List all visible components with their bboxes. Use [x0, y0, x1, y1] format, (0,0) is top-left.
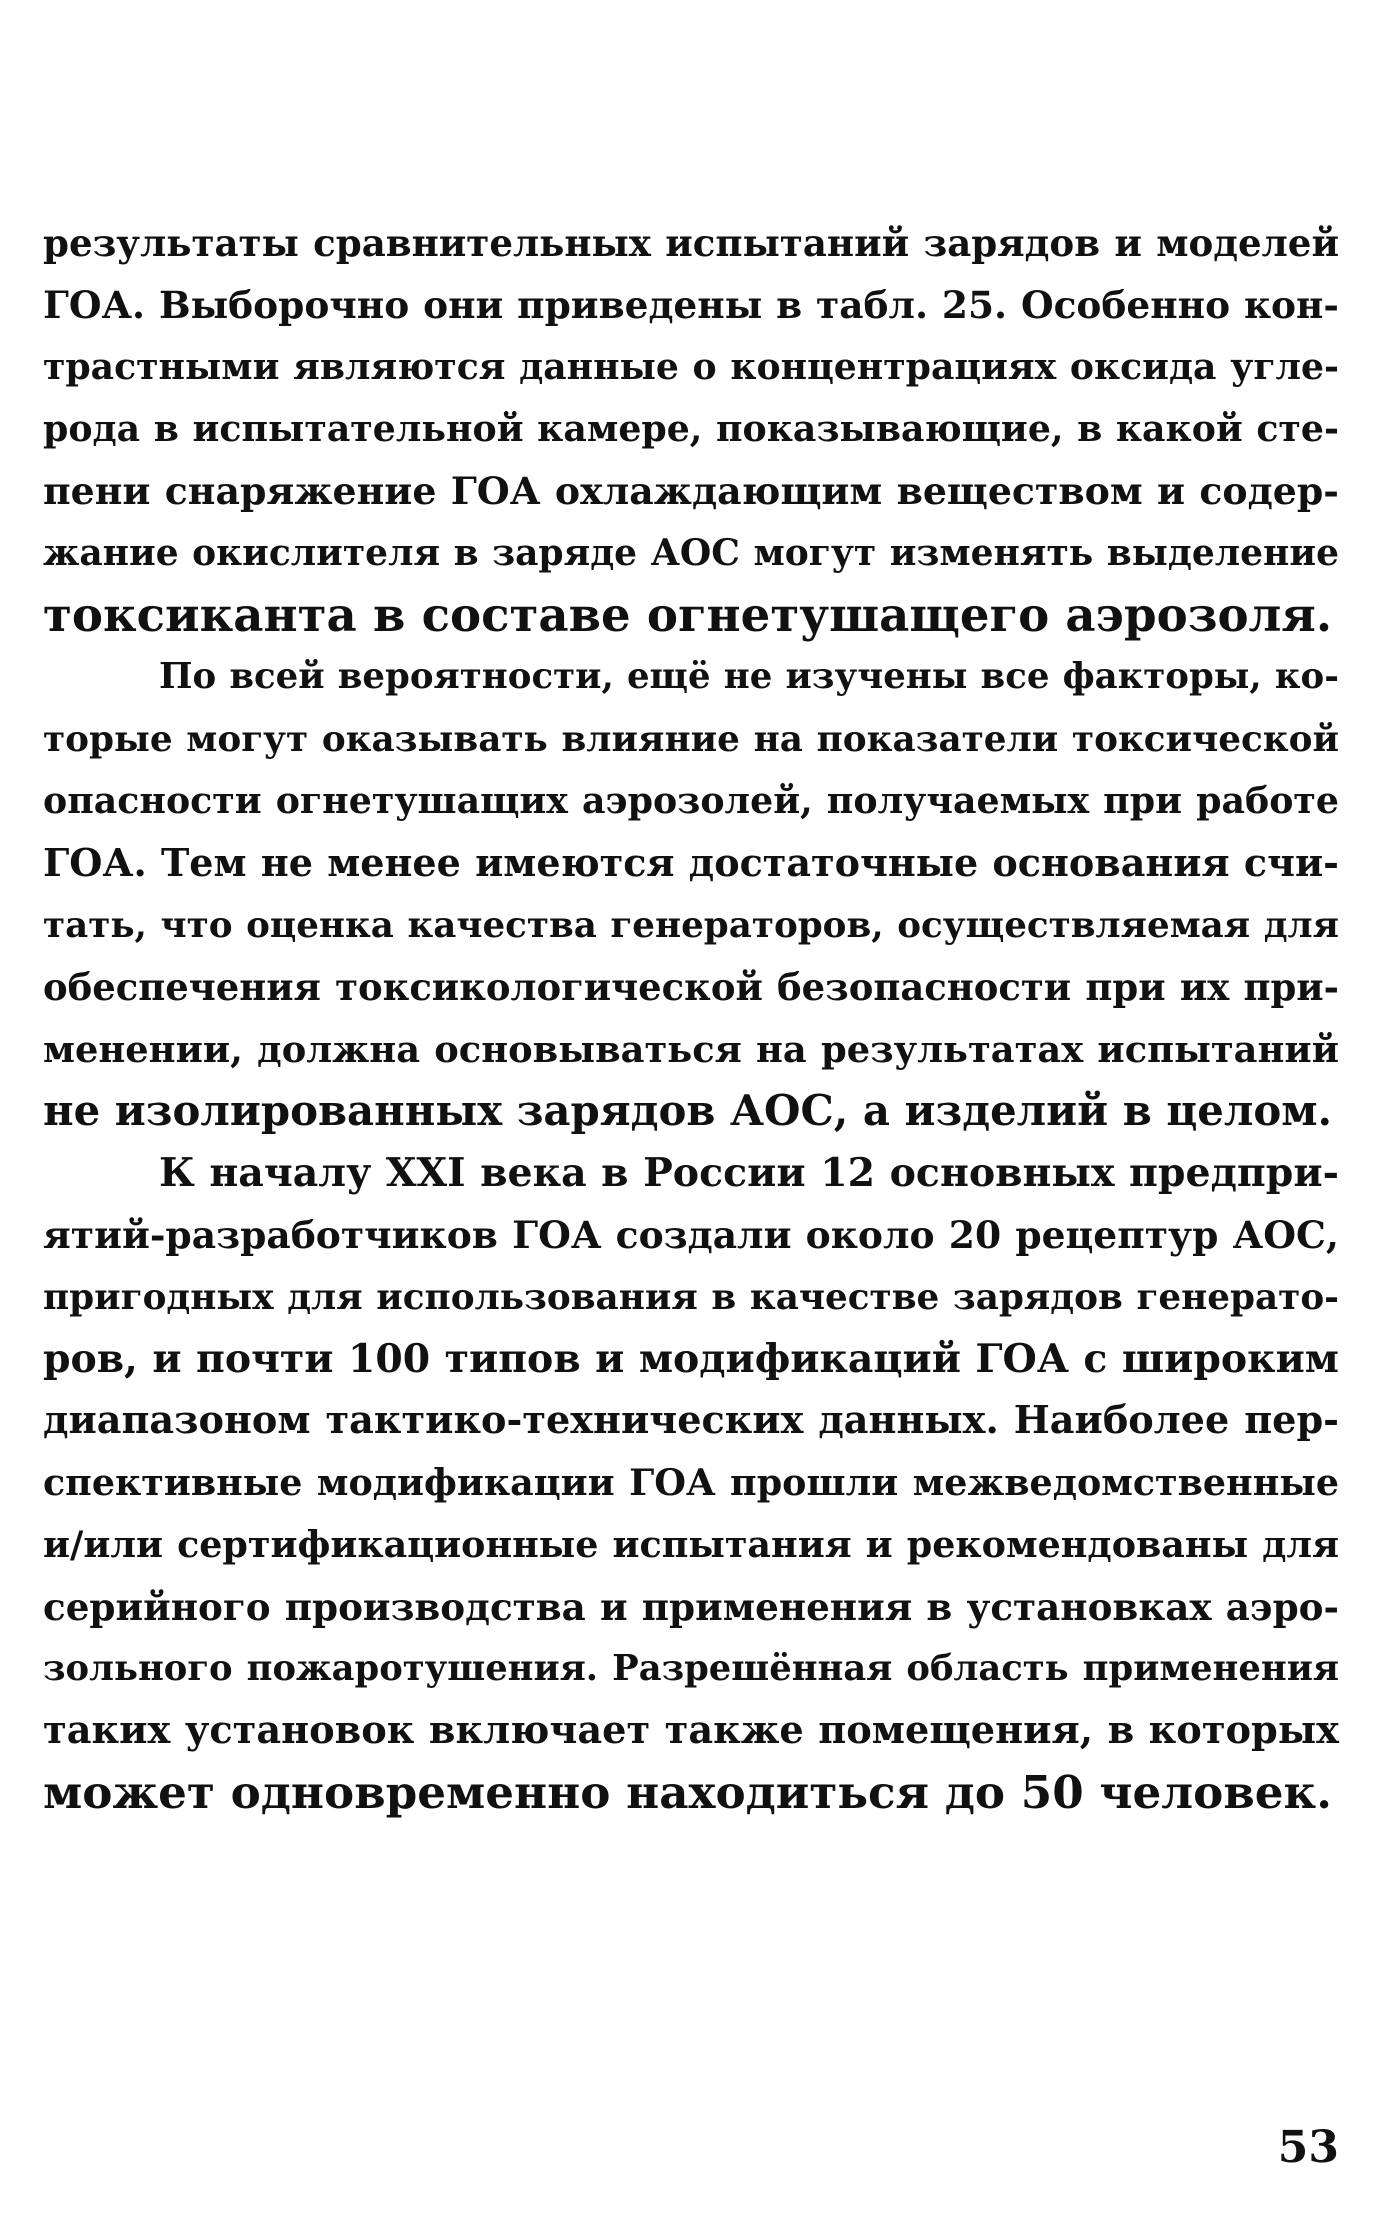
text-line: и/или сертификационные испытания и рекомендованы для: [43, 1523, 1339, 1566]
text-line: опасности огнетушащих аэрозолей, получаемых при работе: [43, 779, 1339, 822]
body-text: [43, 212, 1339, 1824]
text-line: тать, что оценка качества генераторов, осуществляемая для: [43, 904, 1339, 946]
text-line: обеспечения токсикологической безопасности при их при-: [43, 965, 1339, 1009]
text-line: пригодных для использования в качестве зарядов генерато-: [43, 1276, 1339, 1318]
text-line: пени снаряжение ГОА охлаждающим веществом и содер-: [43, 468, 1339, 513]
text-line: По всей вероятности, ещё не изучены все факторы, ко-: [159, 656, 1339, 697]
text-line: жание окислителя в заряде АОС могут изменять выделение: [43, 532, 1339, 574]
text-line: токсиканта в составе огнетушащего аэрозоля.: [43, 587, 1333, 642]
text-line: трастными являются данные о концентрациях оксида угле-: [43, 345, 1339, 388]
text-line: таких установок включает также помещения, в которых: [43, 1708, 1339, 1753]
text-line: ГОА. Тем не менее имеются достаточные основания счи-: [43, 840, 1339, 885]
text-line: торые могут оказывать влияние на показатели токсической: [43, 718, 1339, 760]
text-line: может одновременно находиться до 50 человек.: [43, 1766, 1332, 1819]
text-line: ров, и почти 100 типов и модификаций ГОА с широким: [43, 1336, 1339, 1382]
text-line: ГОА. Выборочно они приведены в табл. 25. Особенно кон-: [43, 283, 1339, 327]
text-line: рода в испытательной камере, показывающие, в какой сте-: [43, 407, 1339, 450]
text-line: диапазоном тактико-технических данных. Наиболее пер-: [43, 1398, 1339, 1443]
text-line: зольного пожаротушения. Разрешённая область применения: [43, 1648, 1339, 1689]
text-line: менении, должна основываться на результатах испытаний: [43, 1027, 1339, 1071]
text-line: серийного производства и применения в установках аэро-: [43, 1585, 1339, 1629]
text-line: спективные модификации ГОА прошли межведомственные: [43, 1461, 1339, 1504]
page-number: 53: [1277, 2122, 1339, 2173]
text-line: ятий-разработчиков ГОА создали около 20 рецептур АОС,: [43, 1213, 1339, 1257]
text-line: К началу XXI века в России 12 основных предпри-: [159, 1150, 1339, 1196]
text-line: не изолированных зарядов АОС, а изделий в целом.: [43, 1086, 1333, 1135]
text-line: результаты сравнительных испытаний зарядов и моделей: [43, 221, 1339, 265]
